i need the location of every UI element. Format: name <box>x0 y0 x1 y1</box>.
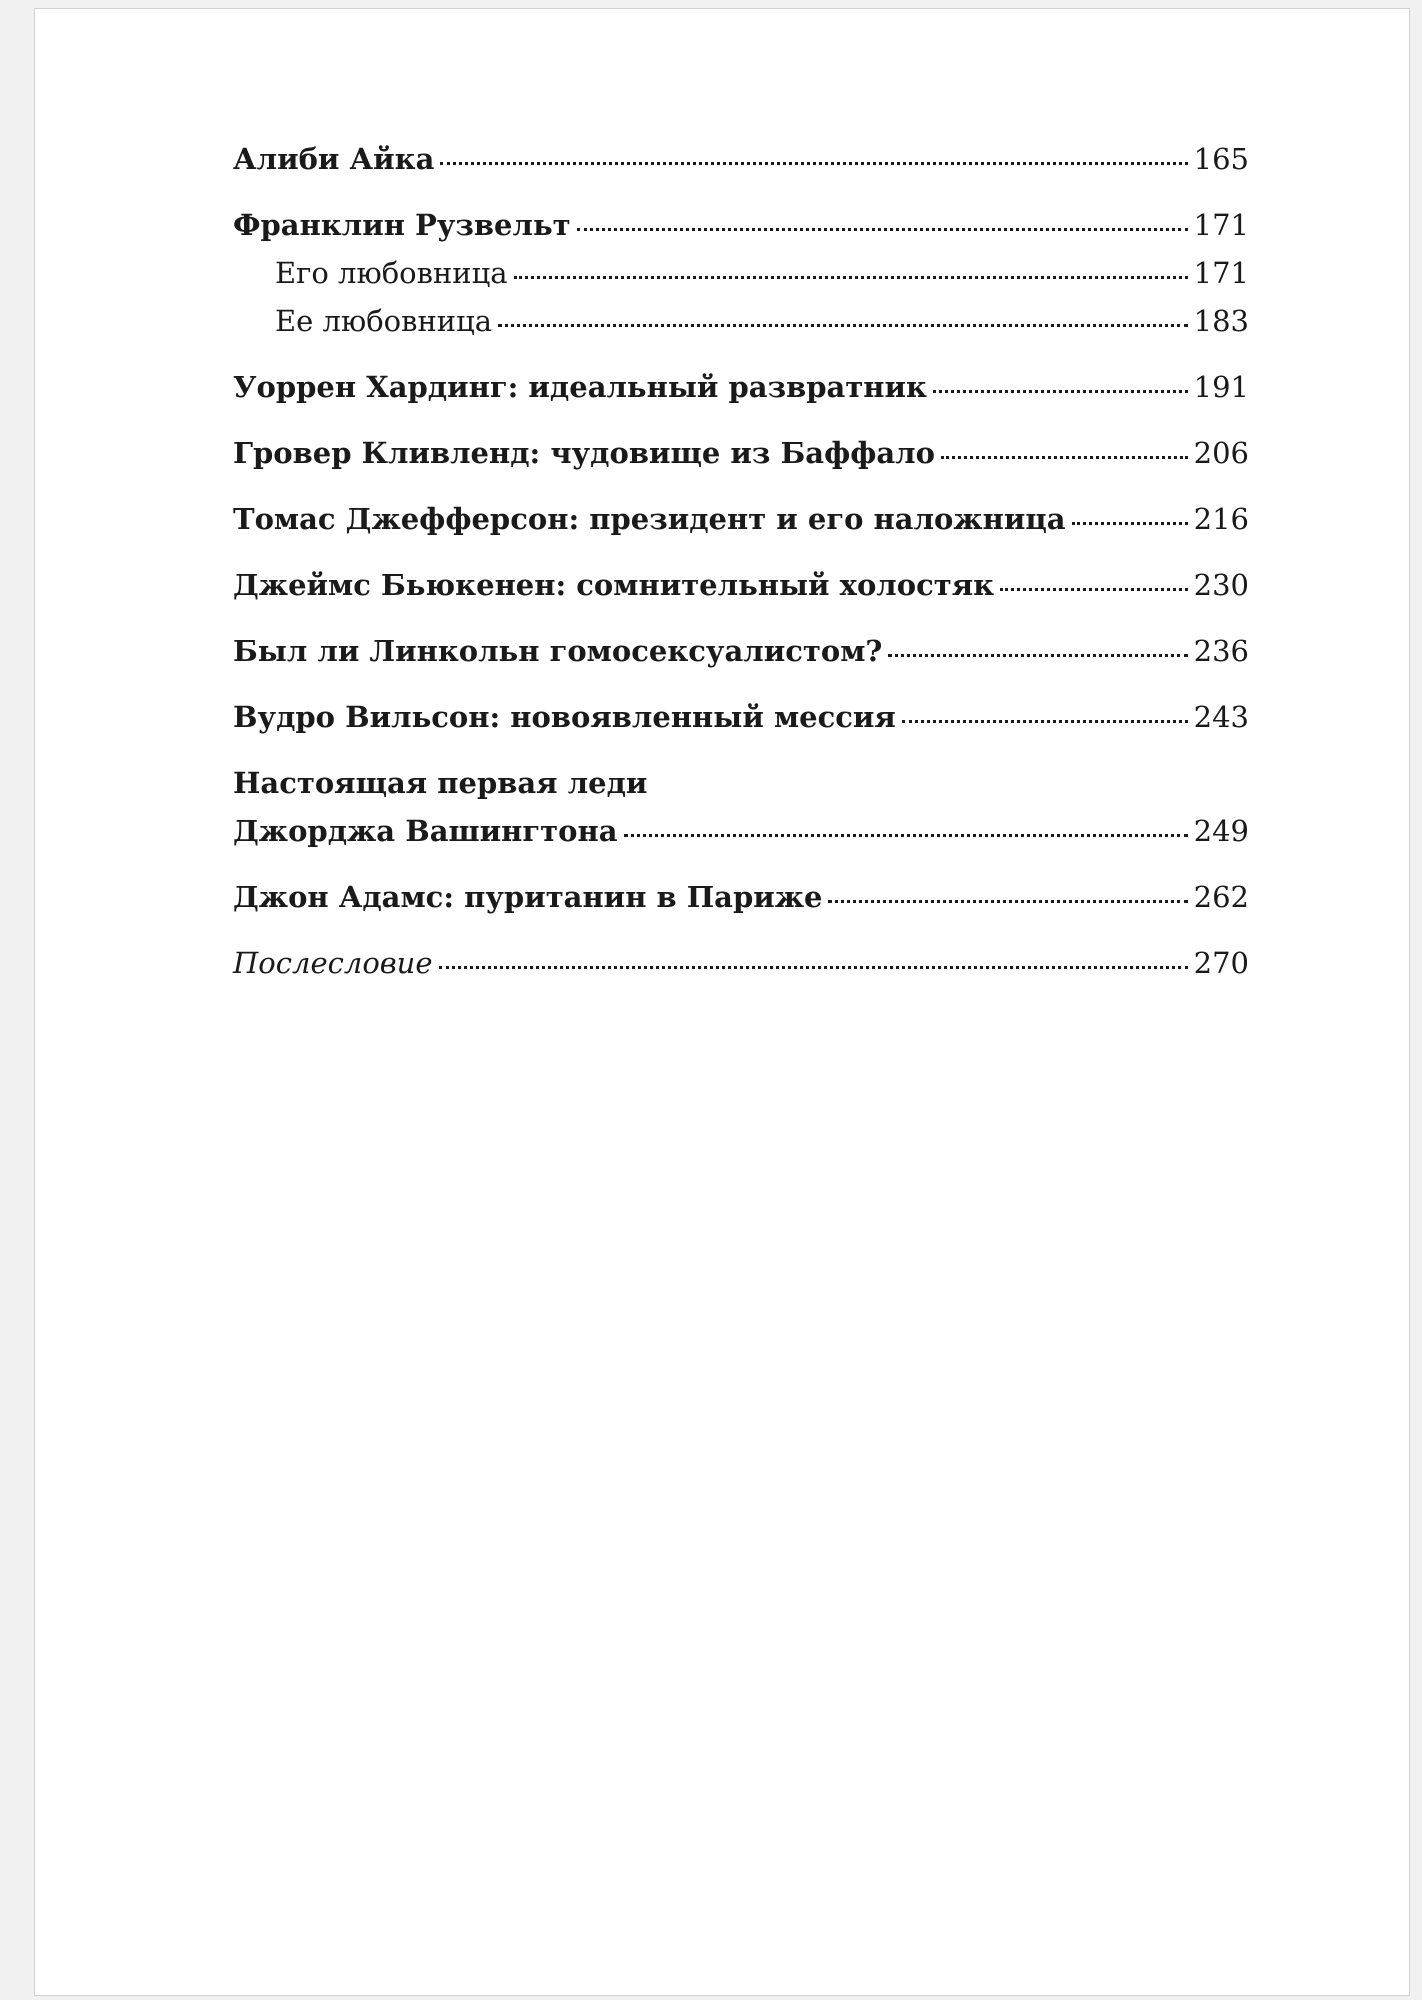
toc-entry-title: Уоррен Хардинг: идеальный развратник <box>233 370 927 404</box>
toc-entry[interactable] <box>233 873 1249 921</box>
toc-entry-page: 249 <box>1193 814 1249 848</box>
toc-entry-page: 171 <box>1193 208 1249 242</box>
toc-entry[interactable] <box>233 627 1249 675</box>
toc-subentry[interactable] <box>233 297 1249 345</box>
toc-entry[interactable] <box>233 561 1249 609</box>
toc-entry-title: Был ли Линкольн гомосексуалистом? <box>233 634 883 668</box>
toc-entry-page: 262 <box>1193 880 1249 914</box>
toc-entry-page: 191 <box>1193 370 1249 404</box>
toc-entry-page: 216 <box>1193 502 1249 536</box>
toc-entry-title: Ее любовница <box>275 304 493 338</box>
toc-entry-title: Его любовница <box>275 256 508 290</box>
dot-leader <box>828 900 1187 903</box>
dot-leader <box>498 324 1188 327</box>
toc-entry-title: Джеймс Бьюкенен: сомнительный холостяк <box>233 568 995 602</box>
toc-entry[interactable] <box>233 429 1249 477</box>
toc-entry-title-line: Настоящая первая леди <box>233 766 648 800</box>
toc-entry[interactable] <box>233 201 1249 249</box>
toc-entry[interactable] <box>233 135 1249 183</box>
dot-leader <box>888 654 1187 657</box>
dot-leader <box>514 276 1188 279</box>
dot-leader <box>902 720 1188 723</box>
document-page <box>34 8 1410 1996</box>
dot-leader <box>624 834 1188 837</box>
dot-leader <box>577 228 1188 231</box>
toc-entry-title: Джорджа Вашингтона <box>233 814 618 848</box>
table-of-contents <box>233 135 1249 987</box>
toc-entry[interactable] <box>233 363 1249 411</box>
toc-entry[interactable] <box>233 939 1249 987</box>
dot-leader <box>440 162 1187 165</box>
toc-entry[interactable] <box>233 495 1249 543</box>
dot-leader <box>941 456 1188 459</box>
toc-subentry[interactable] <box>233 249 1249 297</box>
toc-entry-page: 183 <box>1193 304 1249 338</box>
toc-entry-title: Вудро Вильсон: новоявленный мессия <box>233 700 896 734</box>
toc-entry-title: Джон Адамс: пуританин в Париже <box>233 880 823 914</box>
dot-leader <box>1072 522 1188 525</box>
toc-entry-title: Франклин Рузвельт <box>233 208 571 242</box>
toc-entry-page: 236 <box>1193 634 1249 668</box>
dot-leader <box>439 966 1188 969</box>
toc-entry-page: 171 <box>1193 256 1249 290</box>
toc-entry-page: 270 <box>1193 946 1249 980</box>
dot-leader <box>933 390 1188 393</box>
toc-entry-title: Алиби Айка <box>233 142 435 176</box>
toc-entry-title: Томас Джефферсон: президент и его наложница <box>233 502 1066 536</box>
toc-entry-page: 230 <box>1193 568 1249 602</box>
toc-entry[interactable] <box>233 807 1249 855</box>
toc-entry-title: Гровер Кливленд: чудовище из Баффало <box>233 436 935 470</box>
toc-entry-page: 206 <box>1193 436 1249 470</box>
toc-entry-page: 165 <box>1193 142 1249 176</box>
toc-entry-page: 243 <box>1193 700 1249 734</box>
toc-entry[interactable] <box>233 693 1249 741</box>
toc-entry-title: Послесловие <box>233 946 433 980</box>
dot-leader <box>1000 588 1188 591</box>
